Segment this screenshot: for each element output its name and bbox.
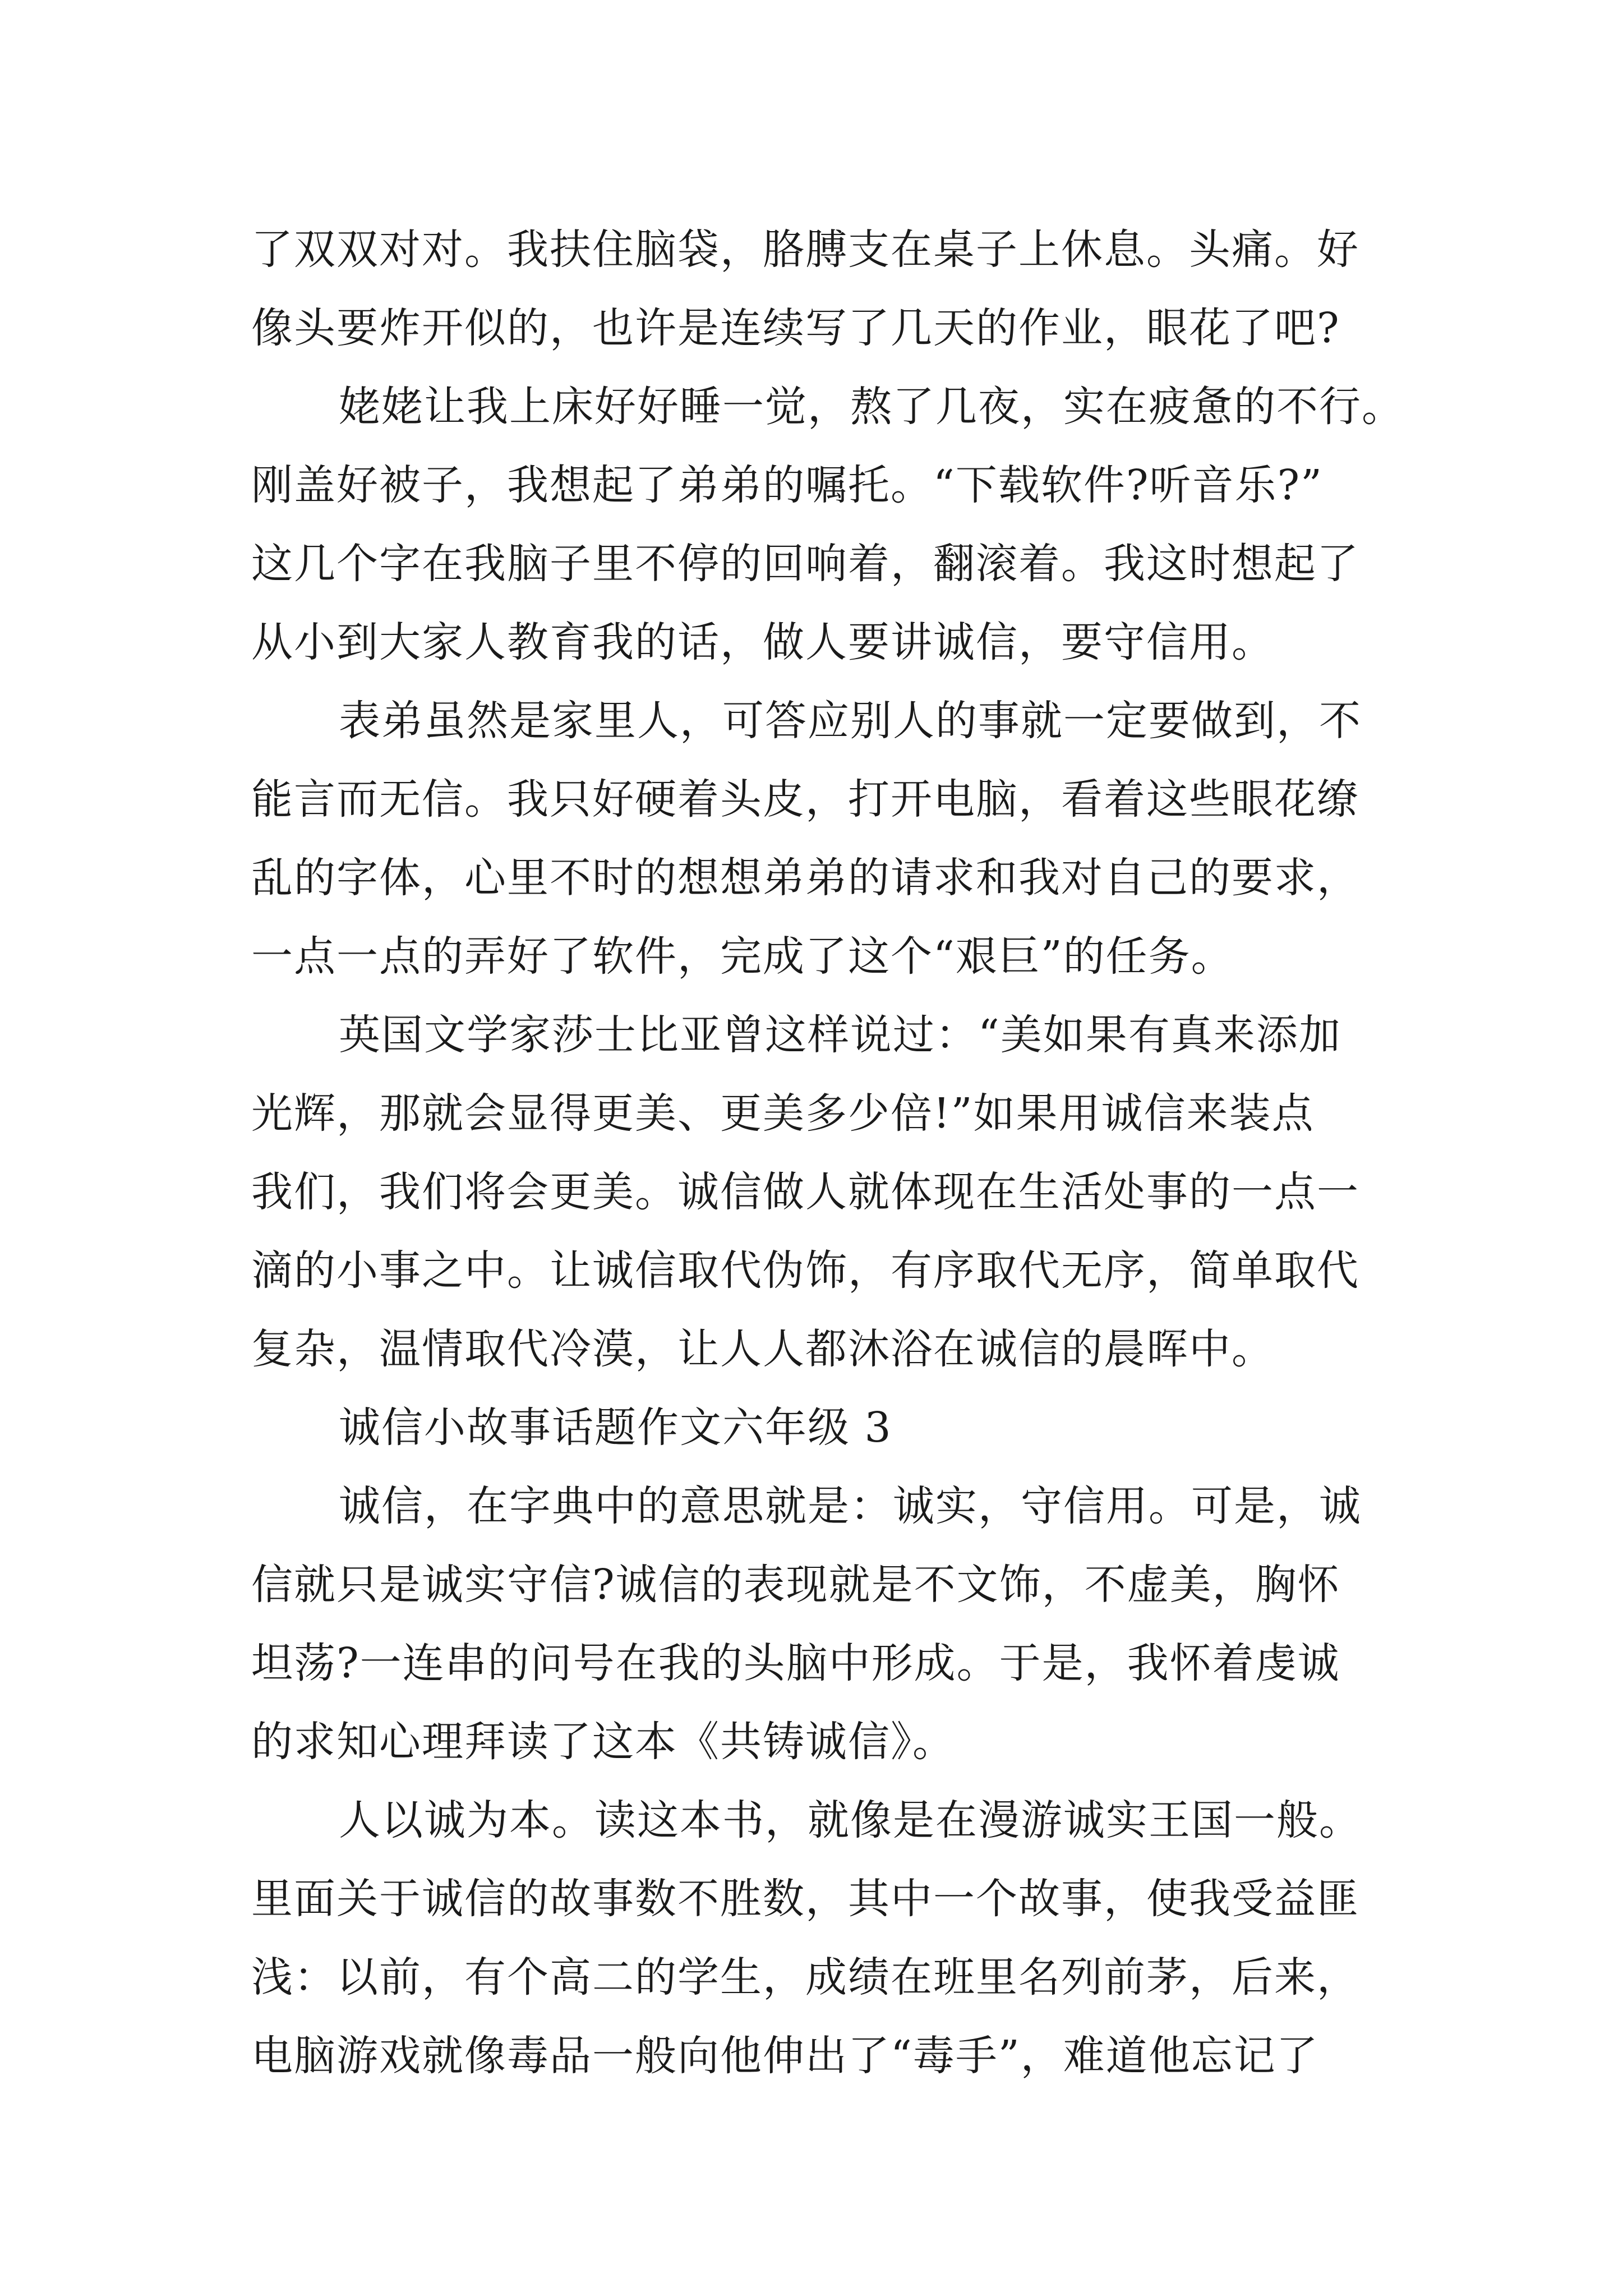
text-line: 诚信，在字典中的意思就是：诚实，守信用。可是，诚 bbox=[339, 1482, 1362, 1530]
text-line: 的求知心理拜读了这本《共铸诚信》。 bbox=[251, 1718, 955, 1766]
text-line: 刚盖好被子，我想起了弟弟的嘱托。“下载软件?听音乐?” bbox=[251, 461, 1324, 509]
text-line: 滴的小事之中。让诚信取代伪饰，有序取代无序，简单取代 bbox=[251, 1246, 1359, 1295]
text-line: 坦荡?一连串的问号在我的头脑中形成。于是，我怀着虔诚 bbox=[251, 1639, 1340, 1687]
text-line: 从小到大家人教育我的话，做人要讲诚信，要守信用。 bbox=[251, 618, 1274, 666]
text-line: 信就只是诚实守信?诚信的表现就是不文饰，不虚美，胸怀 bbox=[251, 1561, 1340, 1609]
text-line: 一点一点的弄好了软件，完成了这个“艰巨”的任务。 bbox=[251, 932, 1234, 981]
text-line: 能言而无信。我只好硬着头皮，打开电脑，看着这些眼花缭 bbox=[251, 775, 1359, 823]
text-line: 光辉，那就会显得更美、更美多少倍!”如果用诚信来装点 bbox=[251, 1089, 1315, 1138]
text-line: 英国文学家莎士比亚曾这样说过：“美如果有真来添加 bbox=[339, 1011, 1341, 1059]
text-line: 我们，我们将会更美。诚信做人就体现在生活处事的一点一 bbox=[251, 1168, 1359, 1216]
text-line: 人以诚为本。读这本书，就像是在漫游诚实王国一般。 bbox=[339, 1796, 1362, 1844]
text-line: 了双双对对。我扶住脑袋，胳膊支在桌子上休息。头痛。好 bbox=[251, 226, 1359, 274]
text-line: 表弟虽然是家里人，可答应别人的事就一定要做到，不 bbox=[339, 697, 1362, 745]
text-line: 电脑游戏就像毒品一般向他伸出了“毒手”，难道他忘记了 bbox=[251, 2032, 1319, 2080]
text-line: 诚信小故事话题作文六年级 3 bbox=[339, 1404, 892, 1452]
text-line: 复杂，温情取代冷漠，让人人都沐浴在诚信的晨晖中。 bbox=[251, 1325, 1274, 1373]
text-line: 像头要炸开似的，也许是连续写了几天的作业，眼花了吧? bbox=[251, 304, 1340, 352]
text-line: 乱的字体，心里不时的想想弟弟的请求和我对自己的要求， bbox=[251, 854, 1359, 902]
document-body bbox=[251, 210, 1418, 2095]
text-line: 浅：以前，有个高二的学生，成绩在班里名列前茅，后来， bbox=[251, 1953, 1359, 2001]
text-line: 里面关于诚信的故事数不胜数，其中一个故事，使我受益匪 bbox=[251, 1875, 1359, 1923]
text-line: 这几个字在我脑子里不停的回响着，翻滚着。我这时想起了 bbox=[251, 540, 1359, 588]
text-line: 姥姥让我上床好好睡一觉，熬了几夜，实在疲惫的不行。 bbox=[339, 383, 1404, 431]
